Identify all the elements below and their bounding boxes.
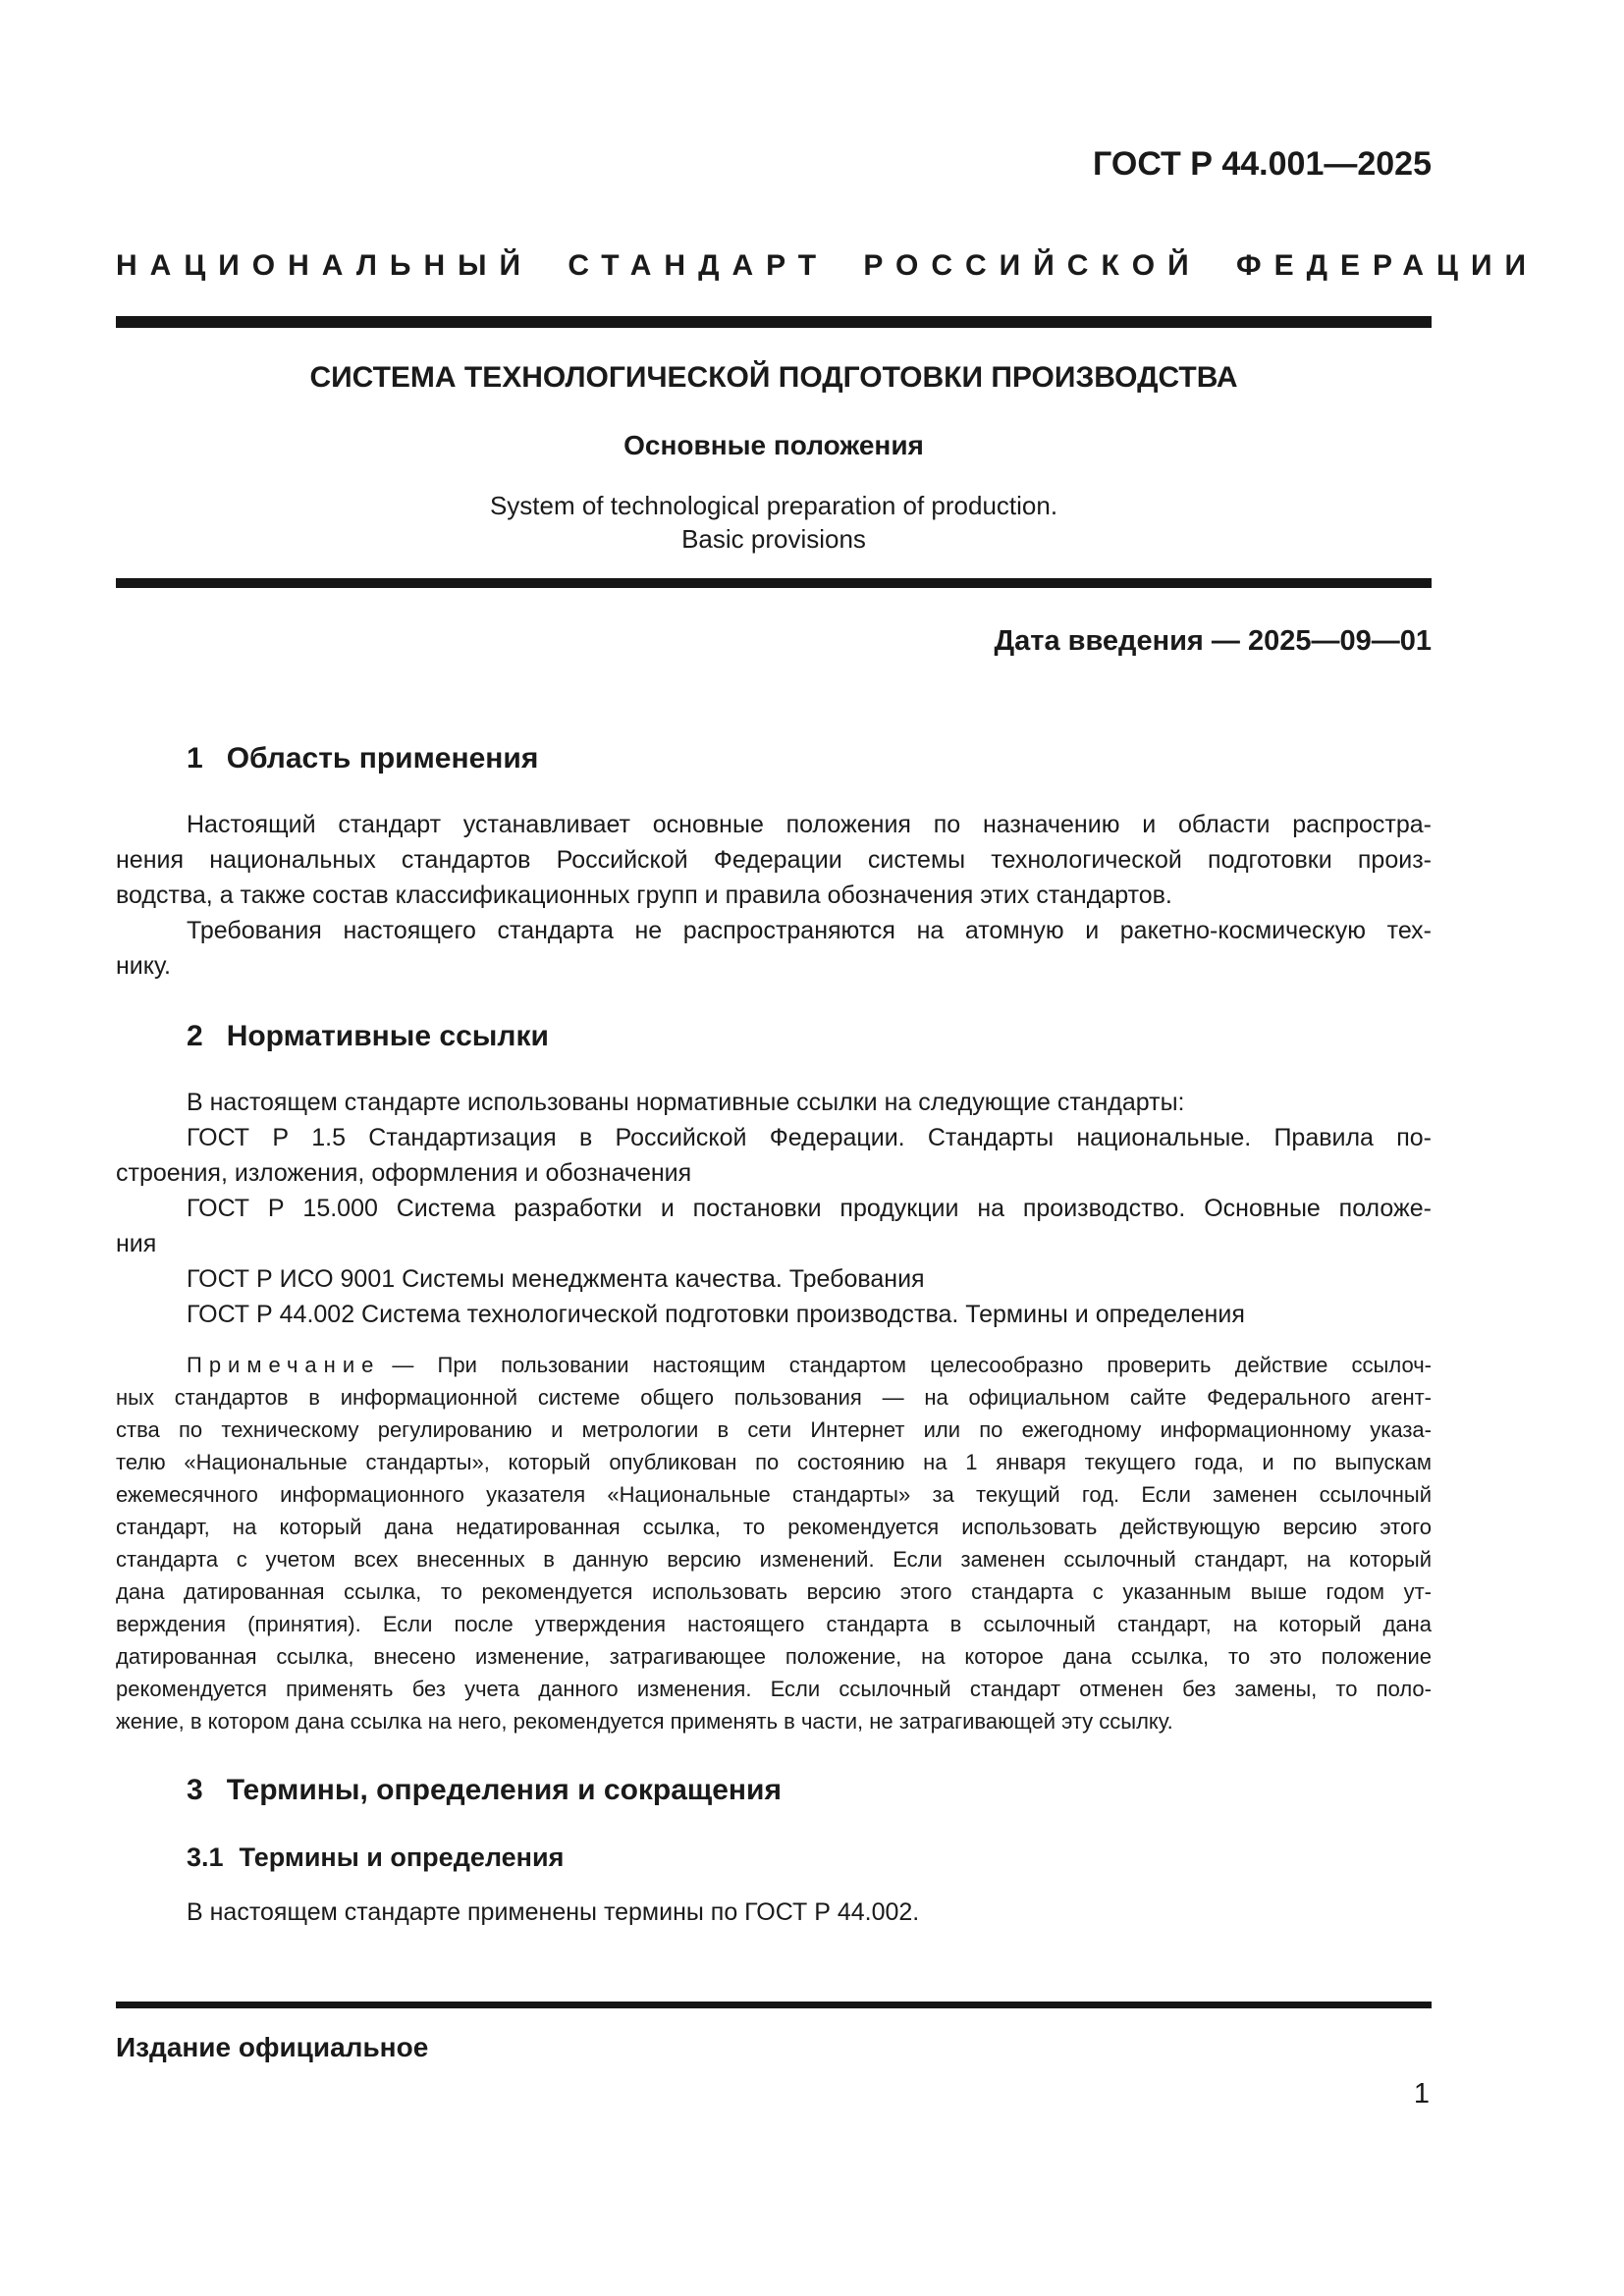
paragraph [116, 1895, 1432, 1930]
text-line: нику. [116, 952, 171, 980]
text-line: рекомендуется применять без учета данного изменения. Если ссылочный стандарт отменен без замены, то поло- [116, 1677, 1432, 1701]
text-line: водства, а также состав классификационных групп и правила обозначения этих стандартов. [116, 881, 1172, 909]
section-number: 3 [187, 1774, 203, 1806]
subsection-number: 3.1 [187, 1842, 224, 1872]
section-title: Нормативные ссылки [226, 1020, 549, 1052]
text-line: датированная ссылка, внесено изменение, затрагивающее положение, на которое дана ссылка, то это положение [116, 1644, 1432, 1669]
text-line: ния [116, 1230, 157, 1257]
text-line: стандарт, на который дана недатированная ссылка, то рекомендуется использовать действующую версию этого [116, 1515, 1432, 1539]
text-line: В настоящем стандарте использованы нормативные ссылки на следующие стандарты: [187, 1089, 1185, 1116]
text-line: телю «Национальные стандарты», который опубликован по состоянию на 1 января текущего года, и по выпускам [116, 1450, 1432, 1474]
section-heading [116, 743, 1432, 774]
text-line: верждения (принятия). Если после утверждения настоящего стандарта в ссылочный стандарт, на который дана [116, 1612, 1432, 1636]
paragraph [116, 913, 1432, 984]
section-1 [116, 743, 1432, 984]
section-title: Область применения [226, 742, 539, 774]
text-line: ежемесячного информационного указателя «Национальные стандарты» за текущий год. Если заменен ссылочный [116, 1482, 1432, 1507]
header-rule-top [116, 316, 1432, 328]
doc-code: ГОСТ Р 44.001—2025 [1093, 145, 1432, 183]
paragraph [116, 807, 1432, 913]
subsection-title: Термины и определения [239, 1842, 565, 1872]
document-footer [116, 2002, 1432, 2108]
text-line: Настоящий стандарт устанавливает основные положения по назначению и области распростра- [187, 811, 1432, 838]
paragraph [116, 1085, 1432, 1120]
effective-date: Дата введения — 2025—09—01 [994, 625, 1432, 657]
text-line: В настоящем стандарте применены термины по ГОСТ Р 44.002. [187, 1898, 920, 1926]
edition-note: Издание официальное [116, 2032, 429, 2062]
text-line: стандарта с учетом всех внесенных в данную версию изменений. Если заменен ссылочный стандарт, на который [116, 1547, 1432, 1572]
section-2 [116, 1021, 1432, 1737]
section-heading [116, 1021, 1432, 1051]
text-line: ных стандартов в информационной системе общего пользования — на официальном сайте Федерального агент- [116, 1385, 1432, 1410]
header-rule-bottom [116, 578, 1432, 588]
note-block [116, 1349, 1432, 1737]
standard-subtitle-en: Basic provisions [681, 524, 866, 554]
text-line: нения национальных стандартов Российской Федерации системы технологической подготовки произ- [116, 846, 1432, 874]
paragraph [116, 1120, 1432, 1191]
page-number: 1 [1413, 2078, 1430, 2109]
text-line: ГОСТ Р 1.5 Стандартизация в Российской Федерации. Стандарты национальные. Правила по- [187, 1124, 1432, 1151]
paragraph [116, 1297, 1432, 1332]
standard-subtitle-ru: Основные положения [623, 430, 924, 460]
section-title: Термины, определения и сокращения [226, 1774, 782, 1806]
section-number: 1 [187, 742, 203, 774]
standard-title-ru: СИСТЕМА ТЕХНОЛОГИЧЕСКОЙ ПОДГОТОВКИ ПРОИЗВОДСТВА [309, 361, 1238, 394]
text-line: строения, изложения, оформления и обозначения [116, 1159, 692, 1187]
text-line: Примечание — При пользовании настоящим стандартом целесообразно проверить действие ссылоч- [187, 1353, 1432, 1377]
subsection-heading [116, 1844, 1432, 1871]
text-line: ства по техническому регулированию и метрологии в сети Интернет или по ежегодному информационному указа- [116, 1417, 1432, 1442]
footer-rule [116, 2002, 1432, 2008]
section-number: 2 [187, 1020, 203, 1052]
paragraph [116, 1191, 1432, 1261]
standard-type-banner: НАЦИОНАЛЬНЫЙ СТАНДАРТ РОССИЙСКОЙ ФЕДЕРАЦИИ [116, 249, 1540, 282]
standard-title-en-block [116, 489, 1432, 556]
standard-title-en: System of technological preparation of production. [489, 491, 1058, 520]
text-line: ГОСТ Р 44.002 Система технологической подготовки производства. Термины и определения [187, 1301, 1245, 1328]
note-label: Примечание [187, 1353, 381, 1377]
text-line: жение, в котором дана ссылка на него, рекомендуется применять в части, не затрагивающей эту ссылку. [116, 1709, 1173, 1734]
text-line: ГОСТ Р ИСО 9001 Системы менеджмента качества. Требования [187, 1265, 925, 1293]
section-3 [116, 1775, 1432, 1930]
document-header [116, 145, 1540, 657]
text-line: дана датированная ссылка, то рекомендуется использовать версию этого стандарта с указанным выше годом ут- [116, 1579, 1432, 1604]
text-line: Требования настоящего стандарта не распространяются на атомную и ракетно-космическую тех- [187, 917, 1432, 944]
paragraph [116, 1261, 1432, 1297]
section-heading [116, 1775, 1432, 1805]
document-body [116, 743, 1432, 1930]
text-line: ГОСТ Р 15.000 Система разработки и постановки продукции на производство. Основные положе- [187, 1195, 1432, 1222]
